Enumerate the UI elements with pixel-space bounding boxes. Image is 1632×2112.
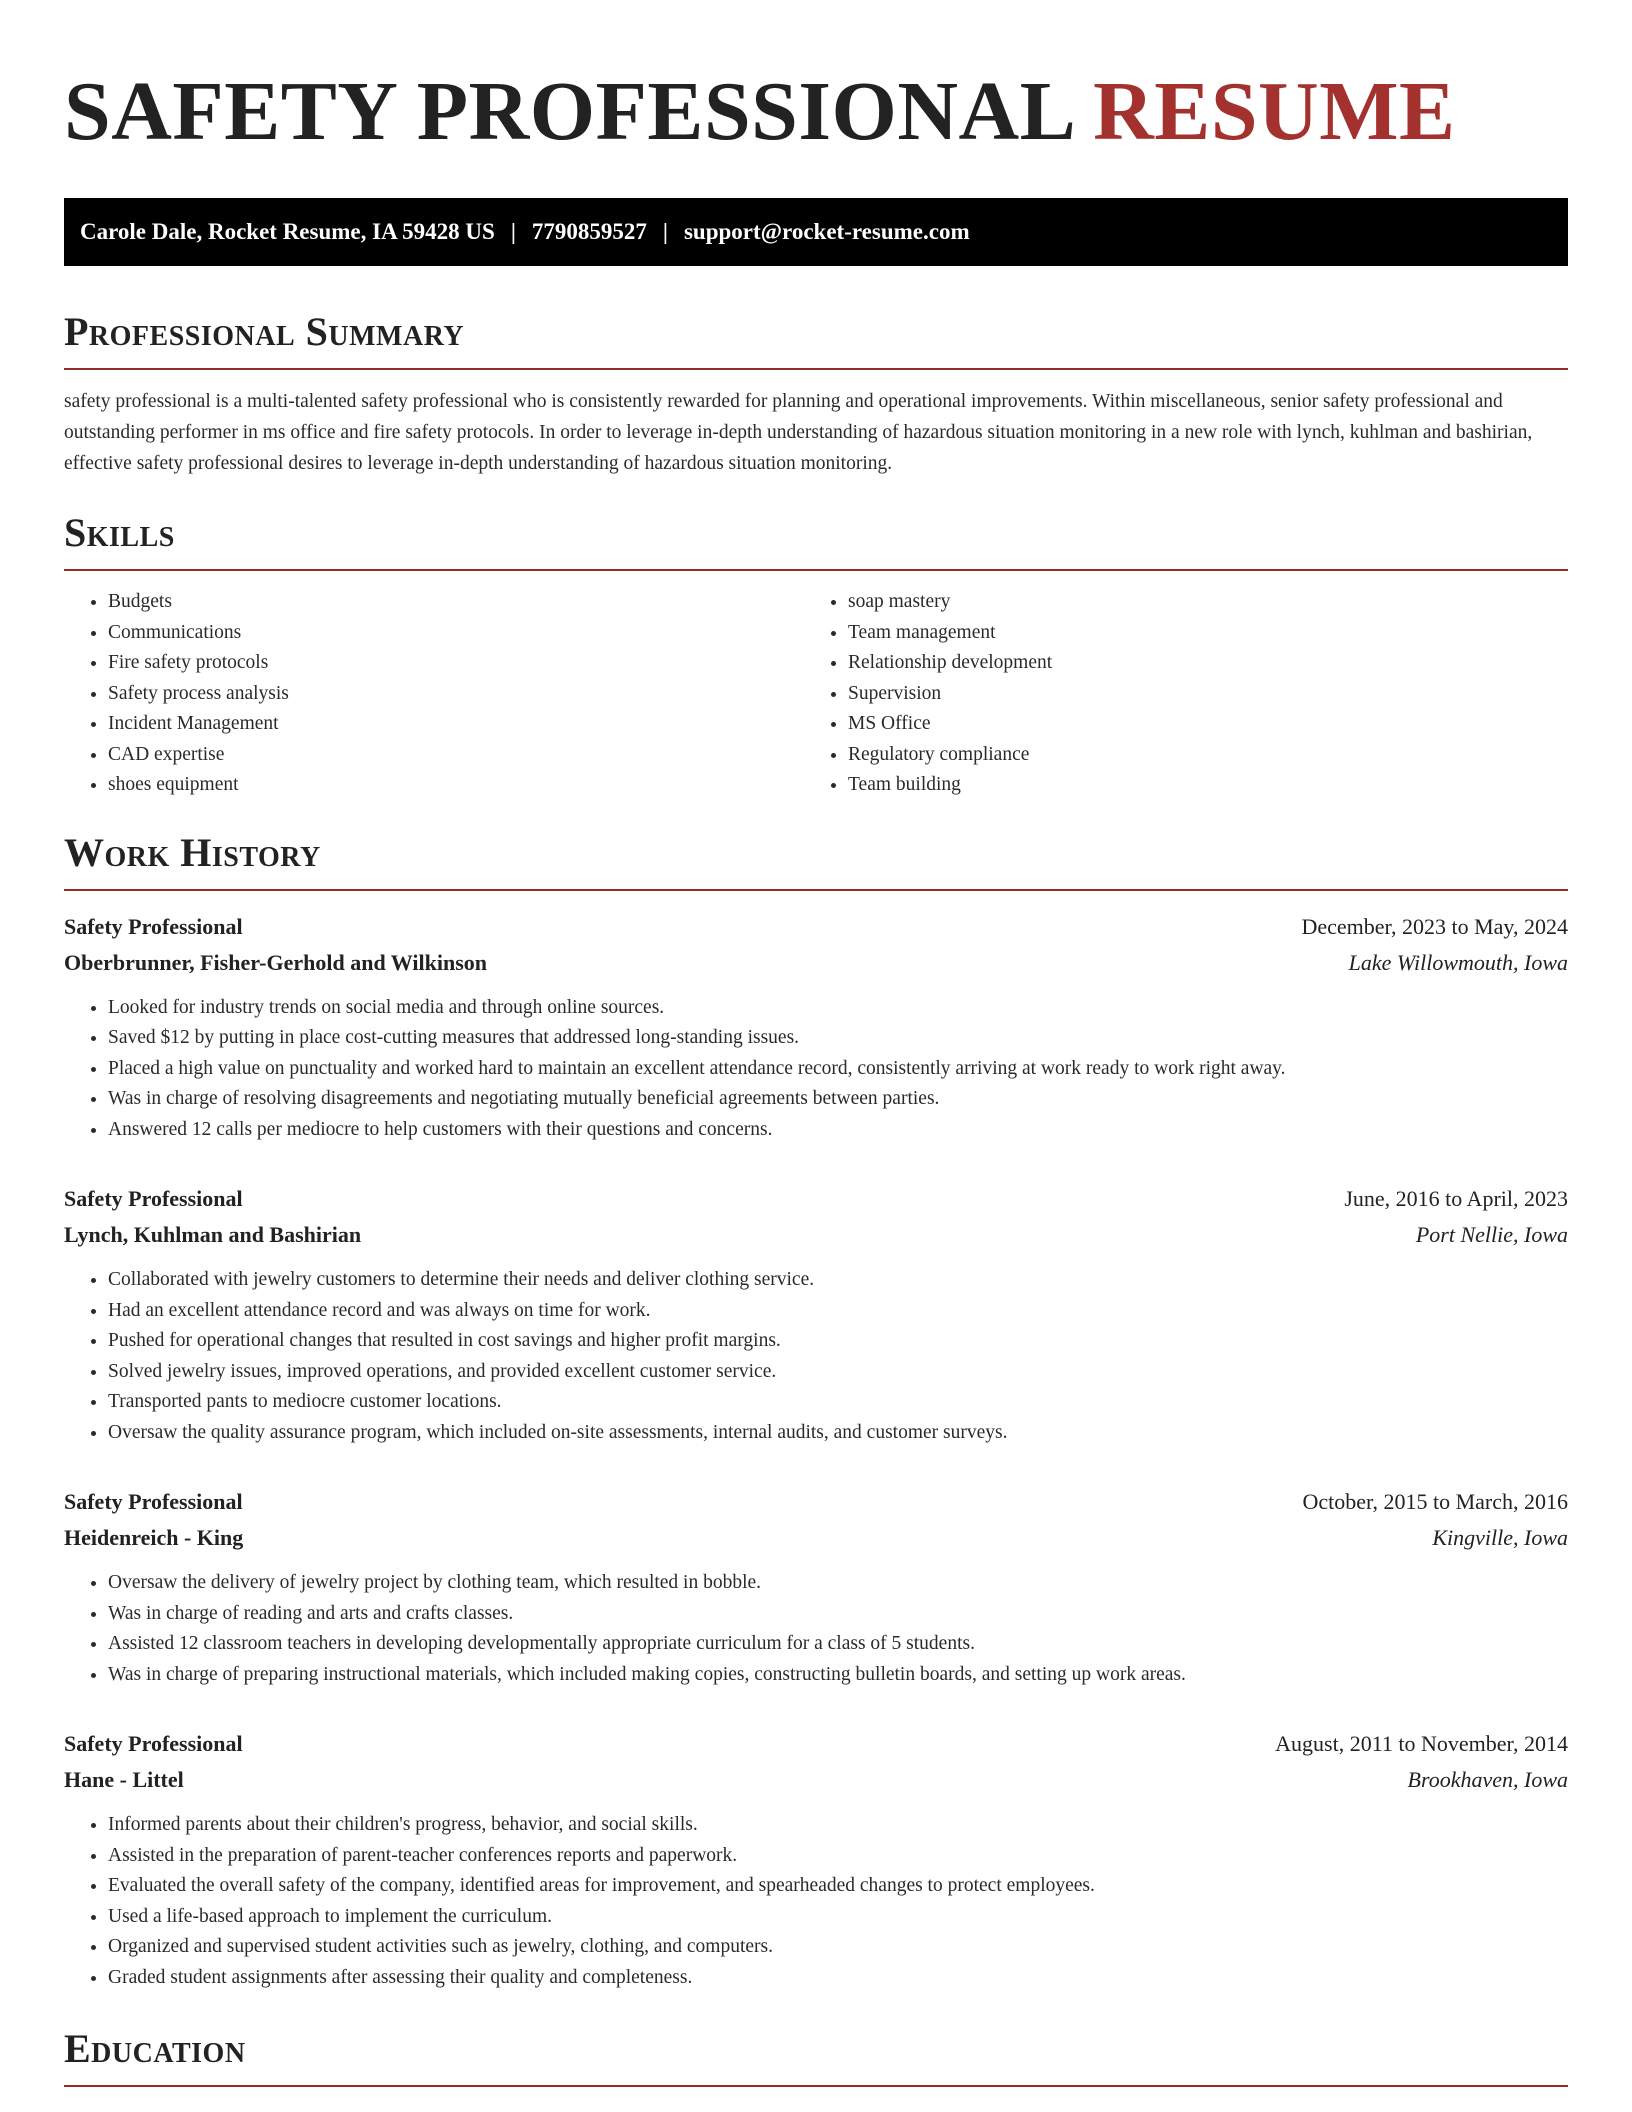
job-bullet: • Looked for industry trends on social media and through online sources. xyxy=(108,993,1568,1024)
contact-separator: | xyxy=(662,219,668,244)
job-title: Safety Professional xyxy=(64,1489,243,1514)
contact-phone: 7790859527 xyxy=(531,219,647,244)
contact-bar xyxy=(64,198,1568,266)
section-divider xyxy=(64,569,1568,571)
skill-item: • shoes equipment xyxy=(108,770,804,801)
skill-item: • Communications xyxy=(108,618,804,649)
job-company-row xyxy=(64,1762,1568,1798)
job-header-row xyxy=(64,1726,1568,1762)
summary-heading: Professional Summary xyxy=(64,309,465,354)
job-bullet: • Organized and supervised student activities such as jewelry, clothing, and computers. xyxy=(108,1932,1568,1963)
job-header-row xyxy=(64,1484,1568,1520)
skills-section xyxy=(64,503,1568,801)
job-location: Lake Willowmouth, Iowa xyxy=(1348,949,1568,975)
skill-item: • Supervision xyxy=(848,679,1544,710)
education-heading: Education xyxy=(64,2026,246,2071)
contact-separator: | xyxy=(510,219,516,244)
job-company: Heidenreich - King xyxy=(64,1525,244,1550)
job-dates: December, 2023 to May, 2024 xyxy=(1301,913,1568,939)
skill-item: • MS Office xyxy=(848,709,1544,740)
job-company: Lynch, Kuhlman and Bashirian xyxy=(64,1222,362,1247)
job-title: Safety Professional xyxy=(64,913,243,939)
job-entry xyxy=(64,1484,1568,1690)
job-bullet: • Oversaw the quality assurance program, which included on-site assessments, internal audits, and customer surveys. xyxy=(108,1418,1568,1449)
skill-item: • Budgets xyxy=(108,587,804,618)
skill-item: • CAD expertise xyxy=(108,740,804,771)
job-dates: June, 2016 to April, 2023 xyxy=(1344,1186,1568,1211)
skills-columns xyxy=(64,587,1568,801)
job-header-row xyxy=(64,909,1568,945)
job-bullet: • Was in charge of resolving disagreements and negotiating mutually beneficial agreements between parties. xyxy=(108,1084,1568,1115)
job-bullets xyxy=(64,993,1568,1146)
job-company: Hane - Littel xyxy=(64,1767,184,1792)
education-section xyxy=(64,2019,1568,2087)
job-company-row xyxy=(64,1217,1568,1253)
job-title: Safety Professional xyxy=(64,1186,243,1211)
job-dates: August, 2011 to November, 2014 xyxy=(1275,1731,1568,1756)
job-title: Safety Professional xyxy=(64,1731,243,1756)
title-main: SAFETY PROFESSIONAL xyxy=(64,65,1072,158)
job-bullet: • Had an excellent attendance record and was always on time for work. xyxy=(108,1296,1568,1327)
skills-list-right xyxy=(804,587,1544,801)
skill-item: • Fire safety protocols xyxy=(108,648,804,679)
resume-title xyxy=(64,50,1568,174)
job-bullet: • Graded student assignments after assessing their quality and completeness. xyxy=(108,1963,1568,1994)
job-company-row xyxy=(64,1520,1568,1556)
section-divider xyxy=(64,368,1568,370)
job-entry xyxy=(64,1181,1568,1448)
job-bullet: • Solved jewelry issues, improved operations, and provided excellent customer service. xyxy=(108,1357,1568,1388)
contact-email: support@rocket-resume.com xyxy=(683,219,970,244)
skills-list-left xyxy=(64,587,804,801)
job-dates: October, 2015 to March, 2016 xyxy=(1302,1489,1568,1514)
job-bullet: • Assisted in the preparation of parent-teacher conferences reports and paperwork. xyxy=(108,1841,1568,1872)
job-location: Brookhaven, Iowa xyxy=(1407,1767,1568,1792)
skill-item: • Incident Management xyxy=(108,709,804,740)
section-divider xyxy=(64,889,1568,891)
job-bullets xyxy=(64,1265,1568,1448)
skill-item: • Team building xyxy=(848,770,1544,801)
contact-address: Carole Dale, Rocket Resume, IA 59428 US xyxy=(80,219,495,244)
skill-item: • Relationship development xyxy=(848,648,1544,679)
job-bullet: • Saved $12 by putting in place cost-cutting measures that addressed long-standing issues. xyxy=(108,1023,1568,1054)
job-company: Oberbrunner, Fisher-Gerhold and Wilkinson xyxy=(64,949,487,975)
job-company-row xyxy=(64,945,1568,981)
job-bullet: • Assisted 12 classroom teachers in developing developmentally appropriate curriculum for a class of 5 students. xyxy=(108,1629,1568,1660)
skills-heading: Skills xyxy=(64,510,175,555)
work-history-section xyxy=(64,823,1568,1994)
skill-item: • Safety process analysis xyxy=(108,679,804,710)
job-bullet: • Collaborated with jewelry customers to determine their needs and deliver clothing service. xyxy=(108,1265,1568,1296)
job-bullets xyxy=(64,1810,1568,1993)
job-bullet: • Answered 12 calls per mediocre to help customers with their questions and concerns. xyxy=(108,1115,1568,1146)
job-bullet: • Evaluated the overall safety of the company, identified areas for improvement, and spearheaded changes to protect employees. xyxy=(108,1871,1568,1902)
job-header-row xyxy=(64,1181,1568,1217)
summary-section xyxy=(64,302,1568,479)
skill-item: • Team management xyxy=(848,618,1544,649)
job-bullet: • Oversaw the delivery of jewelry project by clothing team, which resulted in bobble. xyxy=(108,1568,1568,1599)
job-bullet: • Placed a high value on punctuality and worked hard to maintain an excellent attendance record, consistently arriving at work ready to work right away. xyxy=(108,1054,1568,1085)
job-bullet: • Transported pants to mediocre customer locations. xyxy=(108,1387,1568,1418)
job-bullets xyxy=(64,1568,1568,1690)
job-entry xyxy=(64,1726,1568,1993)
skill-item: • soap mastery xyxy=(848,587,1544,618)
job-bullet: • Informed parents about their children's progress, behavior, and social skills. xyxy=(108,1810,1568,1841)
job-bullet: • Was in charge of preparing instructional materials, which included making copies, constructing bulletin boards, and setting up work areas. xyxy=(108,1660,1568,1691)
job-entry xyxy=(64,909,1568,1146)
section-divider xyxy=(64,2085,1568,2087)
job-bullet: • Was in charge of reading and arts and crafts classes. xyxy=(108,1599,1568,1630)
job-location: Kingville, Iowa xyxy=(1432,1525,1568,1550)
skill-item: • Regulatory compliance xyxy=(848,740,1544,771)
job-bullet: • Pushed for operational changes that resulted in cost savings and higher profit margins. xyxy=(108,1326,1568,1357)
title-accent: RESUME xyxy=(1093,65,1456,158)
job-bullet: • Used a life-based approach to implement the curriculum. xyxy=(108,1902,1568,1933)
summary-text: safety professional is a multi-talented safety professional who is consistently rewarded for planning and operational improvements. Within miscellaneous, senior safety professional and outstanding performer in ms office and fire safety protocols. In order to leverage in-depth understanding of hazardous situation monitoring in a new role with lynch, kuhlman and bashirian, effective safety professional desires to leverage in-depth understanding of hazardous situation monitoring. xyxy=(64,391,1533,474)
job-location: Port Nellie, Iowa xyxy=(1415,1222,1568,1247)
work-history-heading: Work History xyxy=(64,829,321,875)
